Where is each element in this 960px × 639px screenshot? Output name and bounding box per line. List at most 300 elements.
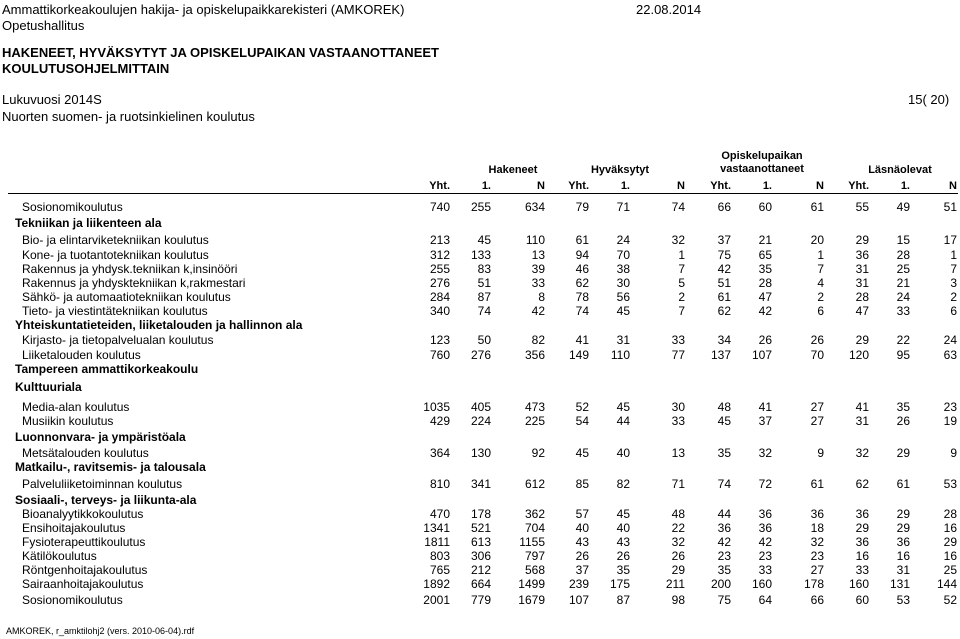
- table-row: [0, 333, 960, 347]
- table-cell: 61: [896, 477, 910, 491]
- table-row: [0, 248, 960, 262]
- section-label: Yhteiskuntatieteiden, liiketalouden ja hallinnon ala: [15, 318, 303, 332]
- table-cell: 41: [758, 400, 772, 414]
- row-label: Ensihoitajakoulutus: [22, 521, 126, 535]
- table-cell: 22: [671, 521, 685, 535]
- table-cell: 16: [855, 549, 869, 563]
- table-cell: 57: [575, 507, 589, 521]
- row-label: Media-alan koulutus: [22, 400, 130, 414]
- table-cell: 36: [855, 248, 869, 262]
- column-group-lasnaolevat: Läsnäolevat: [868, 164, 932, 176]
- table-cell: 42: [531, 304, 545, 318]
- table-cell: 50: [477, 333, 491, 347]
- column-subheader: Yht.: [710, 180, 731, 192]
- table-cell: 29: [896, 507, 910, 521]
- table-cell: 37: [717, 233, 731, 247]
- table-cell: 568: [524, 563, 545, 577]
- section-header-row: [0, 318, 960, 332]
- table-cell: 312: [429, 248, 450, 262]
- section-header-row: [0, 380, 960, 394]
- table-cell: 175: [609, 577, 630, 591]
- table-cell: 65: [758, 248, 772, 262]
- table-cell: 61: [810, 200, 824, 214]
- table-cell: 42: [758, 304, 772, 318]
- table-cell: 53: [943, 477, 957, 491]
- table-cell: 43: [575, 535, 589, 549]
- table-cell: 46: [575, 262, 589, 276]
- table-row: [0, 535, 960, 549]
- table-cell: 13: [531, 248, 545, 262]
- row-label: Kone- ja tuotantotekniikan koulutus: [22, 248, 209, 262]
- table-cell: 6: [817, 304, 824, 318]
- table-cell: 31: [855, 262, 869, 276]
- table-cell: 61: [717, 290, 731, 304]
- column-subheader: N: [537, 180, 545, 192]
- section-label: Kulttuuriala: [15, 380, 82, 394]
- table-cell: 32: [855, 446, 869, 460]
- table-cell: 810: [429, 477, 450, 491]
- table-cell: 1499: [518, 577, 545, 591]
- table-cell: 28: [855, 290, 869, 304]
- section-label: Sosiaali-, terveys- ja liikunta-ala: [15, 493, 197, 507]
- table-cell: 284: [429, 290, 450, 304]
- table-cell: 44: [717, 507, 731, 521]
- table-cell: 276: [429, 276, 450, 290]
- table-cell: 60: [855, 593, 869, 607]
- table-cell: 83: [477, 262, 491, 276]
- table-row: [0, 446, 960, 460]
- table-row: [0, 577, 960, 591]
- table-cell: 48: [671, 507, 685, 521]
- table-cell: 36: [855, 535, 869, 549]
- table-cell: 94: [575, 248, 589, 262]
- table-cell: 35: [616, 563, 630, 577]
- column-subheader: Yht.: [848, 180, 869, 192]
- table-cell: 7: [678, 262, 685, 276]
- table-cell: 21: [758, 233, 772, 247]
- table-cell: 45: [477, 233, 491, 247]
- table-cell: 26: [758, 333, 772, 347]
- table-cell: 276: [470, 348, 491, 362]
- section-header-row: [0, 216, 960, 230]
- row-label: Kirjasto- ja tietopalvelualan koulutus: [22, 333, 214, 347]
- table-cell: 32: [671, 233, 685, 247]
- report-date: 22.08.2014: [636, 2, 702, 17]
- table-cell: 75: [717, 593, 731, 607]
- table-cell: 1341: [423, 521, 450, 535]
- table-cell: 38: [616, 262, 630, 276]
- table-cell: 39: [531, 262, 545, 276]
- table-cell: 613: [470, 535, 491, 549]
- section-label: Tampereen ammattikorkeakoulu: [15, 362, 199, 376]
- table-cell: 470: [429, 507, 450, 521]
- row-label: Sosionomikoulutus: [22, 593, 123, 607]
- table-cell: 29: [855, 521, 869, 535]
- table-cell: 74: [717, 477, 731, 491]
- row-label: Sähkö- ja automaatiotekniikan koulutus: [22, 290, 231, 304]
- table-row: [0, 290, 960, 304]
- table-cell: 52: [943, 593, 957, 607]
- table-cell: 137: [710, 348, 731, 362]
- table-cell: 120: [848, 348, 869, 362]
- table-cell: 36: [758, 507, 772, 521]
- section-label: Tekniikan ja liikenteen ala: [15, 216, 162, 230]
- table-cell: 42: [758, 535, 772, 549]
- table-cell: 48: [717, 400, 731, 414]
- table-cell: 33: [758, 563, 772, 577]
- table-row: [0, 200, 960, 214]
- report-footer: AMKOREK, r_amktilohj2 (vers. 2010-06-04).rdf: [6, 626, 195, 636]
- table-cell: 760: [429, 348, 450, 362]
- table-cell: 62: [717, 304, 731, 318]
- table-cell: 31: [855, 414, 869, 428]
- table-cell: 356: [524, 348, 545, 362]
- table-cell: 33: [531, 276, 545, 290]
- table-cell: 27: [810, 400, 824, 414]
- table-cell: 149: [568, 348, 589, 362]
- table-cell: 1155: [519, 535, 545, 549]
- table-cell: 131: [889, 577, 910, 591]
- table-cell: 78: [575, 290, 589, 304]
- organization: Opetushallitus: [2, 18, 85, 33]
- table-cell: 110: [610, 348, 630, 362]
- row-label: Liiketalouden koulutus: [22, 348, 141, 362]
- table-cell: 31: [896, 563, 910, 577]
- table-cell: 29: [943, 535, 957, 549]
- table-row: [0, 414, 960, 428]
- table-cell: 107: [568, 593, 589, 607]
- table-cell: 362: [524, 507, 545, 521]
- table-cell: 797: [524, 549, 545, 563]
- table-cell: 23: [810, 549, 824, 563]
- table-cell: 1: [950, 248, 957, 262]
- table-cell: 75: [717, 248, 731, 262]
- table-cell: 33: [671, 414, 685, 428]
- table-cell: 26: [575, 549, 589, 563]
- table-cell: 33: [671, 333, 685, 347]
- table-cell: 612: [524, 477, 545, 491]
- table-cell: 87: [477, 290, 491, 304]
- table-cell: 24: [896, 290, 910, 304]
- table-cell: 1892: [423, 577, 450, 591]
- table-cell: 7: [678, 304, 685, 318]
- table-cell: 429: [429, 414, 450, 428]
- table-cell: 54: [575, 414, 589, 428]
- table-cell: 26: [896, 414, 910, 428]
- column-subheader: 1.: [900, 180, 910, 192]
- academic-year: Lukuvuosi 2014S: [2, 92, 102, 107]
- table-row: [0, 477, 960, 491]
- table-cell: 29: [855, 333, 869, 347]
- table-cell: 51: [717, 276, 731, 290]
- table-row: [0, 507, 960, 521]
- table-cell: 92: [531, 446, 545, 460]
- table-cell: 36: [758, 521, 772, 535]
- table-cell: 2: [950, 290, 957, 304]
- report-title: HAKENEET, HYVÄKSYTYT JA OPISKELUPAIKAN VASTAANOTTANEET: [2, 45, 439, 60]
- table-cell: 15: [896, 233, 910, 247]
- table-cell: 255: [429, 262, 450, 276]
- table-cell: 9: [817, 446, 824, 460]
- table-cell: 70: [810, 348, 824, 362]
- table-cell: 36: [810, 507, 824, 521]
- table-cell: 32: [671, 535, 685, 549]
- table-cell: 95: [896, 348, 910, 362]
- table-cell: 704: [524, 521, 545, 535]
- table-cell: 7: [950, 262, 957, 276]
- row-label: Röntgenhoitajakoulutus: [22, 563, 148, 577]
- table-cell: 4: [817, 276, 824, 290]
- table-row: [0, 276, 960, 290]
- table-cell: 1: [817, 248, 824, 262]
- table-cell: 33: [855, 563, 869, 577]
- table-cell: 66: [810, 593, 824, 607]
- table-cell: 211: [665, 577, 685, 591]
- table-cell: 71: [671, 477, 685, 491]
- table-cell: 34: [717, 333, 731, 347]
- table-cell: 42: [717, 262, 731, 276]
- table-row: [0, 521, 960, 535]
- table-cell: 82: [531, 333, 545, 347]
- table-cell: 40: [616, 521, 630, 535]
- header-rule: [8, 193, 958, 194]
- column-subheader: N: [677, 180, 685, 192]
- column-subheader: N: [816, 180, 824, 192]
- row-label: Tieto- ja viestintätekniikan koulutus: [22, 304, 208, 318]
- column-group-hakeneet: Hakeneet: [488, 164, 538, 176]
- table-cell: 664: [470, 577, 491, 591]
- table-cell: 306: [470, 549, 491, 563]
- table-row: [0, 400, 960, 414]
- row-label: Bioanalyytikkokoulutus: [22, 507, 144, 521]
- table-cell: 26: [671, 549, 685, 563]
- table-cell: 27: [810, 414, 824, 428]
- table-cell: 51: [477, 276, 491, 290]
- table-cell: 43: [616, 535, 630, 549]
- table-cell: 40: [616, 446, 630, 460]
- table-cell: 24: [616, 233, 630, 247]
- table-cell: 98: [671, 593, 685, 607]
- table-cell: 64: [758, 593, 772, 607]
- table-cell: 31: [616, 333, 630, 347]
- table-cell: 20: [810, 233, 824, 247]
- section-header-row: [0, 430, 960, 444]
- table-cell: 16: [943, 549, 957, 563]
- table-cell: 74: [477, 304, 491, 318]
- table-cell: 405: [470, 400, 491, 414]
- table-cell: 23: [758, 549, 772, 563]
- table-cell: 200: [710, 577, 731, 591]
- table-cell: 45: [616, 400, 630, 414]
- table-cell: 36: [855, 507, 869, 521]
- table-cell: 85: [575, 477, 589, 491]
- table-cell: 212: [470, 563, 491, 577]
- table-cell: 62: [575, 276, 589, 290]
- row-label: Palveluliiketoiminnan koulutus: [22, 477, 183, 491]
- column-subheader: 1.: [620, 180, 630, 192]
- section-label: Luonnonvara- ja ympäristöala: [15, 430, 186, 444]
- table-row: [0, 593, 960, 607]
- table-cell: 16: [943, 521, 957, 535]
- table-cell: 224: [470, 414, 491, 428]
- table-cell: 45: [616, 304, 630, 318]
- row-label: Bio- ja elintarviketekniikan koulutus: [22, 233, 209, 247]
- table-cell: 110: [525, 233, 545, 247]
- table-cell: 41: [575, 333, 589, 347]
- table-cell: 82: [616, 477, 630, 491]
- table-cell: 473: [524, 400, 545, 414]
- table-cell: 56: [616, 290, 630, 304]
- row-label: Metsätalouden koulutus: [22, 446, 149, 460]
- column-group-hyvaksytyt: Hyväksytyt: [590, 164, 650, 176]
- table-cell: 30: [671, 400, 685, 414]
- table-cell: 31: [855, 276, 869, 290]
- table-cell: 5: [678, 276, 685, 290]
- report-system-title: Ammattikorkeakoulujen hakija- ja opiskelupaikkarekisteri (AMKOREK): [2, 2, 405, 17]
- table-cell: 47: [758, 290, 772, 304]
- table-cell: 30: [616, 276, 630, 290]
- section-label: Matkailu-, ravitsemis- ja talousala: [15, 460, 206, 474]
- table-cell: 36: [896, 535, 910, 549]
- table-cell: 62: [855, 477, 869, 491]
- table-row: [0, 304, 960, 318]
- table-cell: 29: [855, 233, 869, 247]
- table-cell: 18: [810, 521, 824, 535]
- table-cell: 803: [429, 549, 450, 563]
- table-cell: 160: [848, 577, 869, 591]
- table-cell: 2: [678, 290, 685, 304]
- table-cell: 160: [751, 577, 772, 591]
- table-cell: 36: [717, 521, 731, 535]
- table-cell: 27: [810, 563, 824, 577]
- table-cell: 35: [717, 446, 731, 460]
- table-row: [0, 563, 960, 577]
- table-cell: 1679: [518, 593, 545, 607]
- table-cell: 55: [855, 200, 869, 214]
- row-label: Musiikin koulutus: [22, 414, 114, 428]
- table-cell: 33: [896, 304, 910, 318]
- table-cell: 53: [896, 593, 910, 607]
- table-row: [0, 348, 960, 362]
- table-cell: 1035: [423, 400, 450, 414]
- table-cell: 178: [803, 577, 824, 591]
- row-label: Rakennus ja yhdysktekniikan k,rakmestari: [22, 276, 246, 290]
- table-cell: 40: [575, 521, 589, 535]
- table-cell: 634: [524, 200, 545, 214]
- table-cell: 45: [717, 414, 731, 428]
- table-cell: 17: [943, 233, 957, 247]
- table-cell: 47: [855, 304, 869, 318]
- section-header-row: [0, 493, 960, 507]
- table-cell: 25: [943, 563, 957, 577]
- table-cell: 74: [671, 200, 685, 214]
- table-cell: 779: [470, 593, 491, 607]
- column-subheader: Yht.: [568, 180, 589, 192]
- table-cell: 178: [470, 507, 491, 521]
- table-cell: 16: [896, 549, 910, 563]
- table-cell: 29: [896, 521, 910, 535]
- table-cell: 364: [429, 446, 450, 460]
- table-cell: 19: [943, 414, 957, 428]
- table-cell: 107: [751, 348, 772, 362]
- table-cell: 144: [936, 577, 957, 591]
- row-label: Rakennus ja yhdysk.tekniikan k,insinööri: [22, 262, 238, 276]
- table-cell: 2001: [423, 593, 450, 607]
- table-cell: 1: [678, 248, 685, 262]
- table-cell: 1811: [424, 535, 450, 549]
- table-cell: 74: [575, 304, 589, 318]
- table-cell: 45: [575, 446, 589, 460]
- table-cell: 130: [470, 446, 491, 460]
- table-cell: 13: [671, 446, 685, 460]
- table-cell: 63: [943, 348, 957, 362]
- table-cell: 72: [758, 477, 772, 491]
- table-cell: 49: [896, 200, 910, 214]
- row-label: Sairaanhoitajakoulutus: [22, 577, 144, 591]
- table-cell: 340: [429, 304, 450, 318]
- table-row: [0, 262, 960, 276]
- table-cell: 71: [616, 200, 630, 214]
- table-cell: 28: [943, 507, 957, 521]
- column-subheader: Yht.: [429, 180, 450, 192]
- section-header-row: [0, 460, 960, 474]
- table-cell: 32: [810, 535, 824, 549]
- table-cell: 52: [575, 400, 589, 414]
- report-scope: Nuorten suomen- ja ruotsinkielinen koulutus: [2, 109, 255, 124]
- table-cell: 29: [896, 446, 910, 460]
- table-cell: 28: [758, 276, 772, 290]
- table-cell: 23: [943, 400, 957, 414]
- table-cell: 61: [810, 477, 824, 491]
- row-label: Sosionomikoulutus: [22, 200, 123, 214]
- table-cell: 23: [717, 549, 731, 563]
- table-cell: 37: [758, 414, 772, 428]
- table-cell: 42: [717, 535, 731, 549]
- table-cell: 341: [470, 477, 491, 491]
- table-cell: 87: [616, 593, 630, 607]
- table-cell: 79: [575, 200, 589, 214]
- table-cell: 239: [568, 577, 589, 591]
- table-cell: 8: [538, 290, 545, 304]
- table-cell: 44: [616, 414, 630, 428]
- table-cell: 2: [817, 290, 824, 304]
- table-cell: 9: [950, 446, 957, 460]
- table-cell: 3: [950, 276, 957, 290]
- table-cell: 35: [896, 400, 910, 414]
- table-cell: 25: [896, 262, 910, 276]
- table-cell: 61: [575, 233, 589, 247]
- table-cell: 740: [429, 200, 450, 214]
- table-cell: 66: [717, 200, 731, 214]
- table-cell: 6: [950, 304, 957, 318]
- column-group-vastaanottaneet: Opiskelupaikan vastaanottaneet: [720, 150, 804, 175]
- table-cell: 28: [896, 248, 910, 262]
- table-cell: 24: [943, 333, 957, 347]
- table-cell: 521: [470, 521, 491, 535]
- column-subheader: 1.: [481, 180, 491, 192]
- table-cell: 60: [758, 200, 772, 214]
- table-cell: 41: [855, 400, 869, 414]
- row-label: Kätilökoulutus: [22, 549, 97, 563]
- table-cell: 77: [671, 348, 685, 362]
- column-subheader: N: [949, 180, 957, 192]
- column-subheader: 1.: [762, 180, 772, 192]
- table-row: [0, 549, 960, 563]
- table-cell: 51: [943, 200, 957, 214]
- table-cell: 26: [810, 333, 824, 347]
- table-cell: 225: [524, 414, 545, 428]
- table-row: [0, 233, 960, 247]
